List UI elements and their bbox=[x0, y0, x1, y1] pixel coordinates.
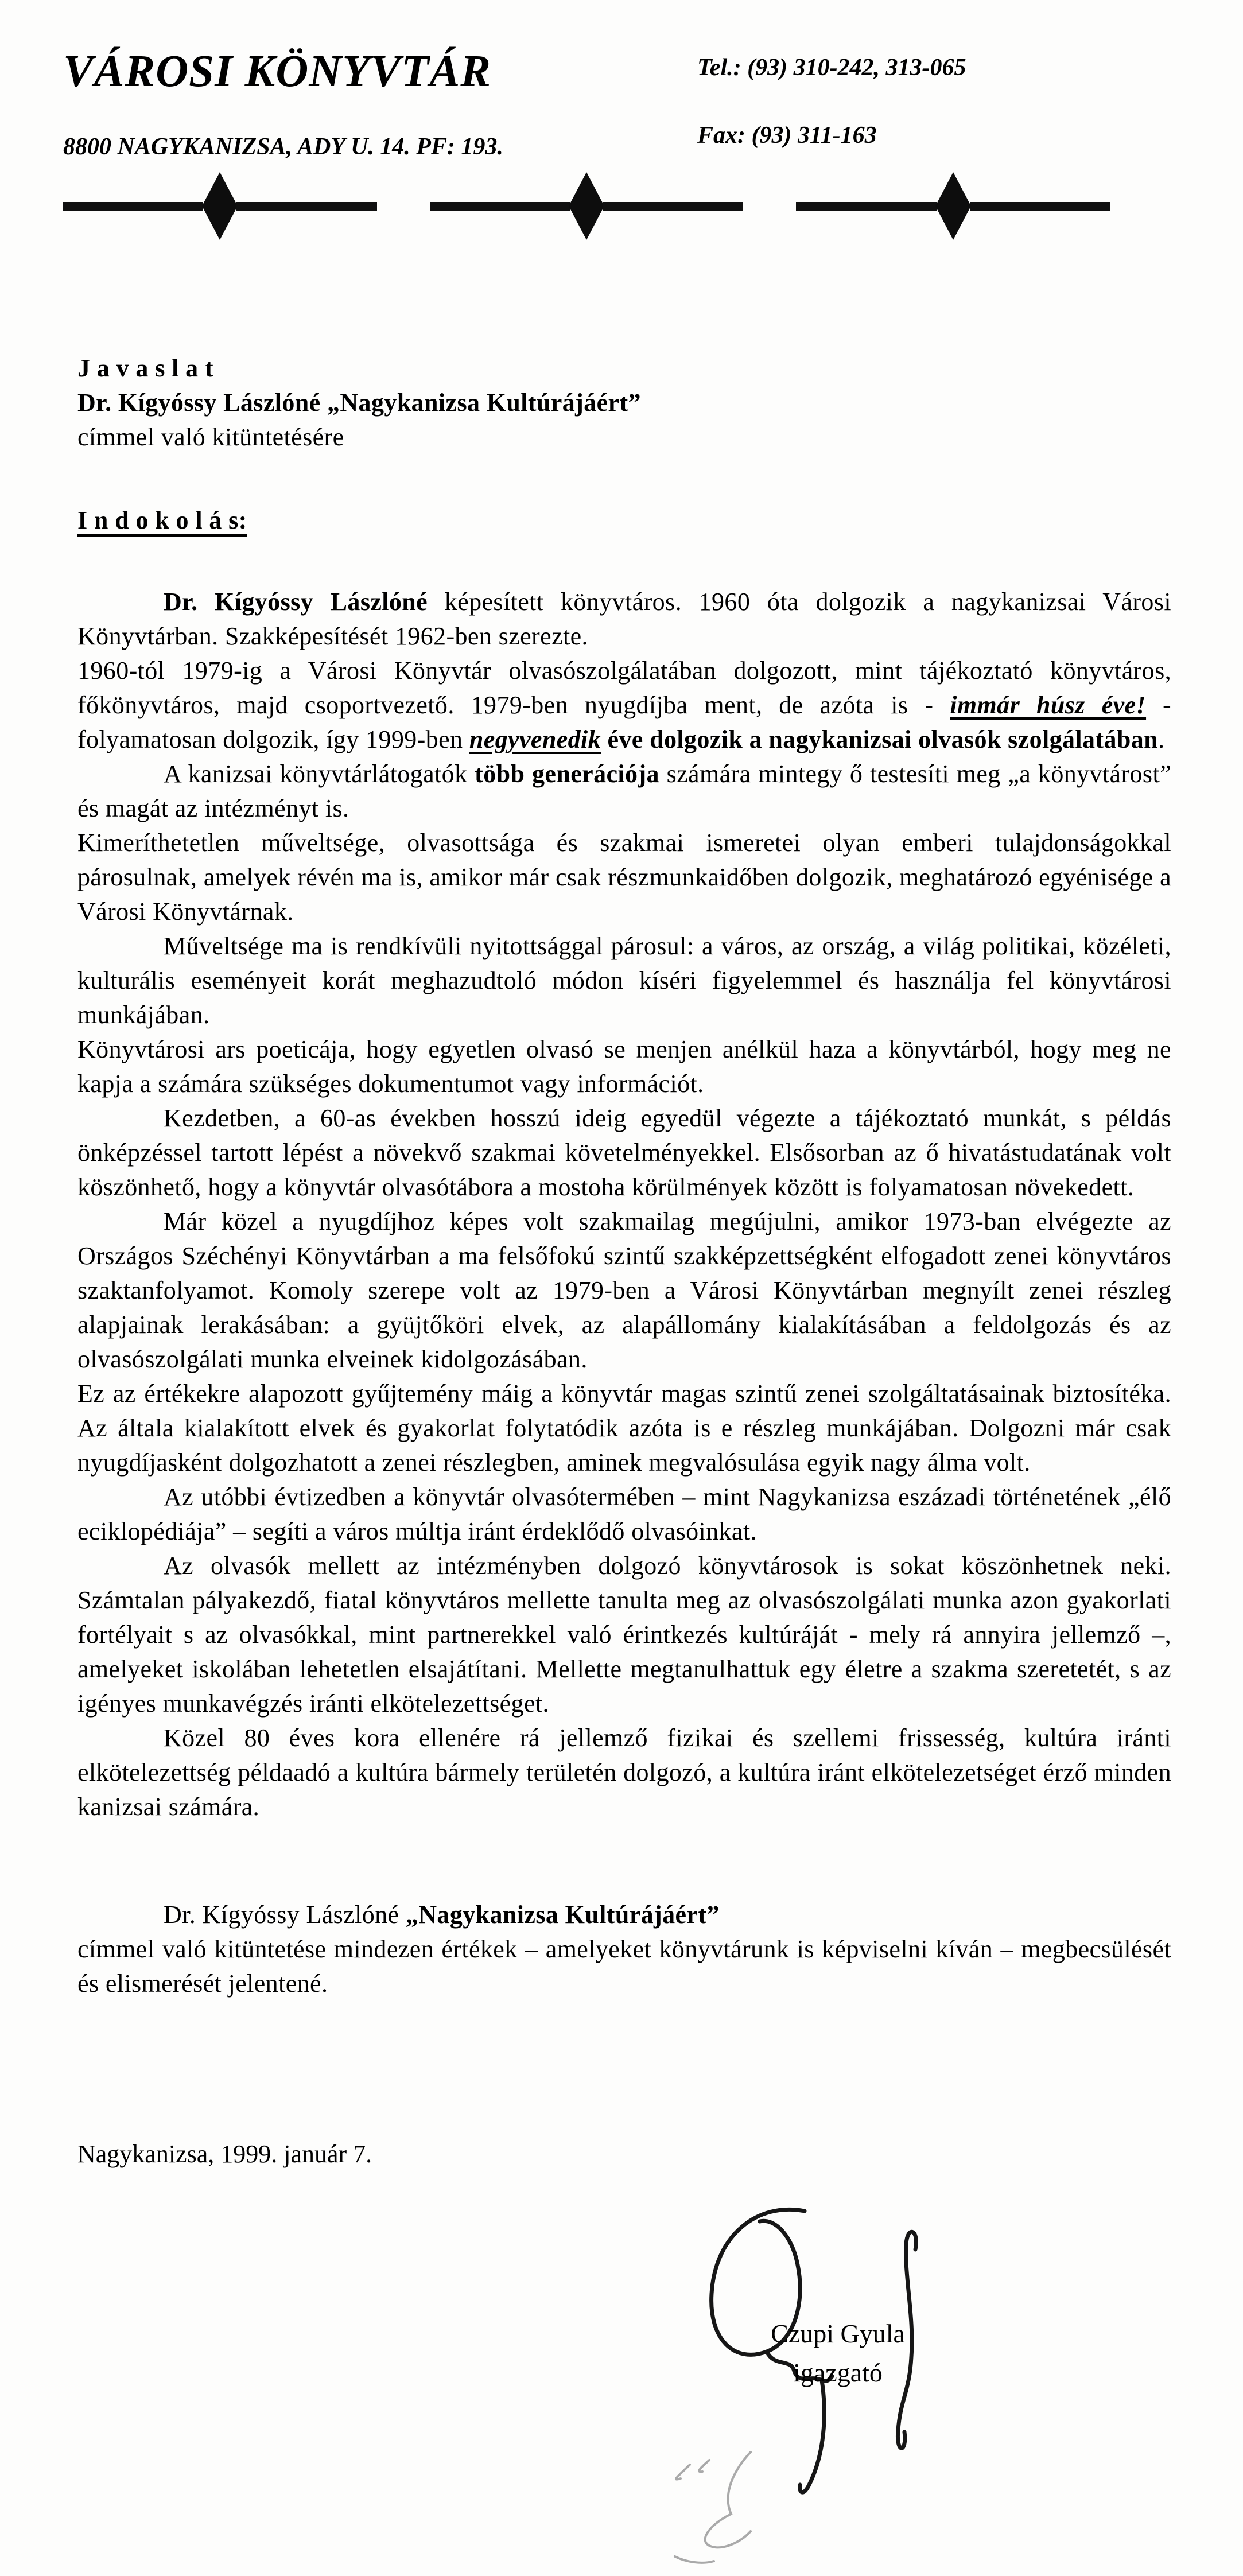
divider-rule bbox=[236, 202, 376, 211]
divider-rule bbox=[970, 202, 1110, 211]
divider-rule bbox=[603, 202, 743, 211]
divider-segment bbox=[430, 172, 744, 240]
divider-rule bbox=[63, 202, 203, 211]
diamond-ornament-icon bbox=[202, 172, 238, 240]
subject-purpose: címmel való kitüntetésére bbox=[77, 423, 344, 451]
text-run: Már közel a nyugdíjhoz képes volt szakmailag megújulni, amikor 1973-ban elvégezte az Országos Széchényi Könyvtárban a ma felsőfokú szintű szakképzettségként elfogadott zenei könyvtáros szaktanfolyamot. Komoly szerepe volt az 1979-ben a Városi Könyvtárban megnyílt zenei részleg alapjainak lerakásában: a gyüjtőköri elvek, az alapállomány kialakításában a feldolgozás és az olvasószolgálati munka elveinek kidolgozásában. bbox=[77, 1207, 1171, 1373]
letter-body bbox=[77, 351, 1171, 2001]
paragraph bbox=[77, 757, 1171, 826]
text-run: - folyamatosan dolgozik, így 1999-ben bbox=[77, 691, 1172, 753]
signature-block bbox=[654, 2195, 976, 2574]
paragraph bbox=[77, 1205, 1171, 1377]
letterhead bbox=[63, 46, 1174, 161]
paragraph bbox=[77, 1480, 1171, 1549]
paragraph bbox=[77, 826, 1171, 929]
text-run: negyvenedik bbox=[469, 725, 601, 753]
text-run: címmel való kitüntetése mindezen értékek – amelyeket könyvtárunk is képviselni kíván – megbecsülését és elismerését jelentené. bbox=[77, 1935, 1171, 1998]
text-run: Műveltsége ma is rendkívüli nyitottsággal párosul: a város, az ország, a világ politikai, közéleti, kulturális eseményeit korát meghazudtoló módon kíséri figyelemmel és használja fel könyvtárosi munkájában. bbox=[77, 932, 1171, 1029]
letterhead-contact bbox=[697, 54, 966, 149]
text-run: A kanizsai könyvtárlátogatók bbox=[164, 760, 475, 788]
divider-segment bbox=[796, 172, 1110, 240]
paragraph bbox=[77, 654, 1171, 757]
text-run: „Nagykanizsa Kultúrájáért” bbox=[405, 1901, 720, 1929]
telephone-line: Tel.: (93) 310-242, 313-065 bbox=[697, 55, 966, 81]
text-run: Az utóbbi évtizedben a könyvtár olvasótermében – mint Nagykanizsa eszázadi történetének „élő eciklopédiája” – segíti a város múltja iránt érdeklődő olvasóinkat. bbox=[77, 1483, 1171, 1545]
divider-rule bbox=[430, 202, 570, 211]
paragraph bbox=[77, 1932, 1171, 2001]
paragraph bbox=[77, 1032, 1171, 1101]
paragraph bbox=[77, 1377, 1171, 1480]
text-run: 1960-tól 1979-ig a Városi Könyvtár olvasószolgálatában dolgozott, mint tájékoztató könyvtáros, főkönyvtáros, majd csoportvezető. 1979-ben nyugdíjba ment, de azóta is - bbox=[77, 656, 1171, 719]
paragraph bbox=[77, 1721, 1171, 1824]
diamond-ornament-icon bbox=[935, 172, 971, 240]
divider-rule bbox=[796, 202, 936, 211]
text-run: több generációja bbox=[475, 760, 659, 788]
ornamental-divider bbox=[63, 172, 1110, 240]
subject-honoree: Dr. Kígyóssy Lászlóné „Nagykanizsa Kultúrájáért” bbox=[77, 388, 641, 417]
text-run: Dr. Kígyóssy Lászlóné bbox=[164, 588, 428, 616]
diamond-ornament-icon bbox=[569, 172, 604, 240]
subject-title: J a v a s l a t bbox=[77, 354, 213, 382]
organization-name: VÁROSI KÖNYVTÁR bbox=[63, 46, 491, 96]
text-run: képesített könyvtáros. 1960 óta dolgozik a nagykanizsai Városi Könyvtárban. Szakképesítését 1962-ben szerezte. bbox=[77, 588, 1171, 650]
text-run: Kimeríthetetlen műveltsége, olvasottsága és szakmai ismeretei olyan emberi tulajdonságokkal párosulnak, amelyek révén ma is, amikor már csak részmunkaidőben dolgozik, meghatározó egyénisége a Városi Könyvtárnak. bbox=[77, 829, 1171, 926]
section-heading: I n d o k o l á s: bbox=[77, 506, 247, 534]
paragraph bbox=[77, 1101, 1171, 1205]
text-run: immár húsz éve! bbox=[950, 691, 1147, 719]
dateline: Nagykanizsa, 1999. január 7. bbox=[77, 2140, 372, 2168]
text-run: Könyvtárosi ars poeticája, hogy egyetlen olvasó se menjen anélkül haza a könyvtárból, hogy meg ne kapja a számára szükséges dokumentumot vagy információt. bbox=[77, 1035, 1171, 1098]
text-run: Az olvasók mellett az intézményben dolgozó könyvtárosok is sokat köszönhetnek neki. Számtalan pályakezdő, fiatal könyvtáros mellette tanulta meg az olvasószolgálati munka azon gyakorlati fortélyait s az olvasókkal, mint partnerekkel való érintkezés kultúráját - mely rá annyira jellemző –, amelyeket iskolában lehetetlen elsajátítani. Mellette megtanulhattuk egy életre a szakma szeretetét, s az igényes munkavégzés iránti elkötelezettséget. bbox=[77, 1552, 1171, 1718]
paragraph bbox=[77, 929, 1171, 1032]
paragraph bbox=[77, 1549, 1171, 1721]
text-run: . bbox=[1158, 725, 1165, 753]
text-run: Kezdetben, a 60-as években hosszú ideig egyedül végezte a tájékoztató munkát, s példás önképzéssel tartott lépést a növekvő szakmai követelményekkel. Elsősorban az ő hivatástudatának volt köszönhető, hogy a könyvtár olvasótábora a mostoha körülmények között is folyamatosan növekedett. bbox=[77, 1104, 1171, 1201]
signer-name: Czupi Gyula bbox=[771, 2319, 905, 2348]
divider-segment bbox=[63, 172, 377, 240]
text-run: számára mintegy ő testesíti meg „a könyvtárost” és magát az intézményt is. bbox=[77, 760, 1172, 822]
text-run: éve dolgozik a nagykanizsai olvasók szolgálatában bbox=[601, 725, 1159, 753]
text-run: Dr. Kígyóssy Lászlóné bbox=[164, 1901, 406, 1929]
text-run: Ez az értékekre alapozott gyűjtemény máig a könyvtár magas szintű zenei szolgáltatásainak biztosítéka. Az általa kialakított elvek és gyakorlat folytatódik azóta is e részleg munkájában. Dolgozni már csak nyugdíjasként dolgozhatott a zenei részlegben, aminek megvalósulása egyik nagy álma volt. bbox=[77, 1380, 1171, 1477]
paragraphs bbox=[77, 585, 1171, 2001]
paragraph bbox=[77, 1898, 1171, 1932]
organization-address: 8800 NAGYKANIZSA, ADY U. 14. PF: 193. bbox=[63, 134, 503, 160]
fax-line: Fax: (93) 311-163 bbox=[697, 122, 877, 149]
paragraph bbox=[77, 585, 1171, 654]
text-run: Közel 80 éves kora ellenére rá jellemző fizikai és szellemi frissesség, kultúra iránti elkötelezettség példaadó a kultúra bármely területén dolgozó, a kultúra iránt elkötelezetséget érző minden kanizsai számára. bbox=[77, 1724, 1171, 1821]
signer-title: igazgató bbox=[793, 2358, 883, 2387]
